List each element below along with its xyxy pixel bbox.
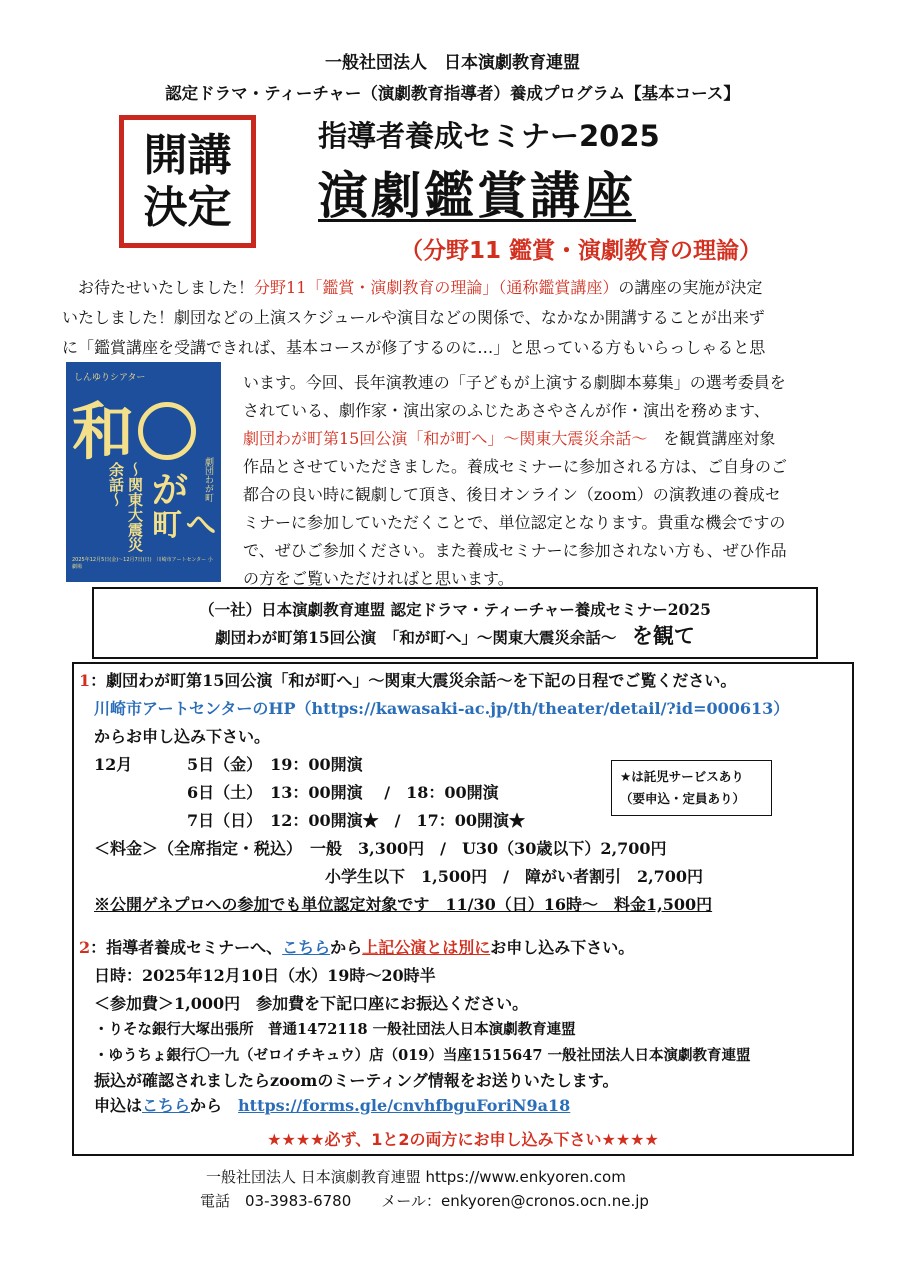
footer-org: 一般社団法人 日本演劇教育連盟 https://www.enkyoren.com	[206, 1168, 626, 1186]
section-2-number: 2	[79, 938, 91, 957]
apply-here-link[interactable]: こちら	[142, 1096, 191, 1115]
intro-line-7: 作品とさせていただきました。養成セミナーに参加される方は、ご自身のご	[243, 457, 788, 476]
intro-line-8: 都合の良い時に観劇して頂き、後日オンライン（zoom）の演教連の養成セ	[243, 485, 781, 504]
intro-line-1	[78, 273, 762, 303]
art-center-link[interactable]	[94, 696, 789, 719]
program-name: 認定ドラマ・ティーチャー（演劇教育指導者）養成プログラム【基本コース】	[165, 84, 740, 103]
month-label: 12月	[94, 755, 133, 774]
separate-note: 上記公演とは別に	[362, 938, 491, 957]
fee-line-1: ＜料金＞（全席指定・税込） 一般 3,300円 / U30（30歳以下）2,700円	[94, 839, 667, 858]
section-2-text: ：指導者養成セミナーへ、	[90, 938, 283, 957]
intro-line-9: ミナーに参加していただくことで、単位認定となります。貴重な機会ですの	[243, 513, 786, 532]
fee-line-2: 小学生以下 1,500円 / 障がい者割引 2,700円	[325, 867, 704, 886]
intro-text: を観賞講座対象	[647, 429, 776, 448]
section-2-text: から	[330, 938, 363, 957]
banner-watch: を観て	[631, 623, 695, 648]
intro-line-10: で、ぜひご参加ください。また養成セミナーに参加されない方も、ぜひ作品	[243, 541, 787, 560]
footer-contact: 電話 03-3983-6780 メール：enkyoren@cronos.ocn.ne.jp	[200, 1192, 649, 1210]
seminar-date: 日時：2025年12月10日（水）19時〜20時半	[94, 966, 436, 985]
poster-brand: しんゆりシアター	[74, 373, 146, 383]
intro-line-4: います。今回、長年演教連の「子どもが上演する劇脚本募集」の選考委員を	[243, 373, 786, 392]
final-notice: ★★★★必ず、1と2の両方にお申し込み下さい★★★★	[267, 1130, 659, 1149]
section-1-text: ：劇団わが町第15回公演「和が町へ」〜関東大震災余話〜を下記の日程でご覧ください。	[90, 671, 737, 690]
section-1-heading	[79, 668, 736, 691]
seminar-apply-link[interactable]: こちら	[282, 938, 331, 957]
childcare-note-2: （要申込・定員あり）	[620, 791, 746, 806]
poster-dates: 2025年12月5日(金)〜12月7日(日) 川崎市アートセンター 小劇場	[72, 557, 213, 570]
childcare-note-1: ★は託児サービスあり	[620, 769, 744, 784]
org-name: 一般社団法人 日本演劇教育連盟	[325, 53, 580, 73]
banner-line-2	[94, 623, 816, 651]
childcare-note	[611, 760, 772, 816]
intro-line-6	[243, 424, 775, 454]
section-2-heading	[79, 935, 634, 958]
field-subtitle: （分野11 鑑賞・演劇教育の理論）	[400, 238, 763, 264]
intro-highlight: 劇団わが町第15回公演「和が町へ」〜関東大震災余話〜	[243, 429, 648, 448]
intro-line-11: の方をご覧いただければと思います。	[243, 569, 514, 588]
poster-company: 劇団わが町	[203, 457, 213, 502]
seminar-banner-box	[92, 587, 818, 659]
stamp-line-1: 開講	[143, 130, 232, 181]
apply-text: からお申し込み下さい。	[94, 727, 271, 746]
seminar-fee: ＜参加費＞1,000円 参加費を下記口座にお振込ください。	[94, 994, 529, 1013]
genepro-note: ※公開ゲネプロへの参加でも単位認定対象です 11/30（日）16時〜 料金1,500円	[94, 895, 713, 914]
confirm-text: 振込が確認されましたらzoomのミーティング情報をお送りいたします。	[94, 1071, 619, 1090]
poster-subtitle: 〜関東大震災余話〜	[107, 462, 144, 552]
intro-text: の講座の実施が決定	[618, 278, 763, 297]
intro-text: お待たせいたしました！	[78, 278, 255, 297]
bank-account-2: ・ゆうちょ銀行〇一九（ゼロイチキュウ）店（019）当座1515647 一般社団法人日本演劇教育連盟	[94, 1047, 751, 1064]
apply-text: から	[190, 1096, 239, 1115]
banner-play: 劇団わが町第15回公演 「和が町へ」〜関東大震災余話〜	[215, 628, 632, 647]
google-form-link[interactable]: https://forms.gle/cnvhfbguForiN9a18	[238, 1096, 571, 1115]
page-title: 演劇鑑賞講座	[318, 167, 636, 225]
seminar-title: 指導者養成セミナー2025	[318, 119, 660, 153]
poster-title-char-1: 和	[72, 395, 135, 468]
intro-line-3: に「鑑賞講座を受講できれば、基本コースが修了するのに…」と思っている方もいらっしゃると思	[62, 338, 766, 357]
stamp-line-2: 決定	[143, 182, 232, 233]
section-1-number: 1	[79, 671, 91, 690]
intro-line-2: いたしました！劇団などの上演スケジュールや演目などの関係で、なかなか開講することが出来ず	[62, 308, 765, 327]
art-center-link-text[interactable]: 川崎市アートセンターのHP（https://kawasaki-ac.jp/th/theater/detail/?id=000613）	[94, 699, 790, 718]
apply-line	[94, 1093, 570, 1116]
date-3: 7日（日） 12：00開演★ / 17：00開演★	[187, 811, 526, 830]
poster-title-char-4: へ	[186, 508, 216, 543]
section-2-text: お申し込み下さい。	[490, 938, 635, 957]
play-poster	[66, 362, 221, 582]
banner-line-1: （一社）日本演劇教育連盟 認定ドラマ・ティーチャー養成セミナー2025	[199, 600, 711, 619]
poster-title-char-3: 町	[152, 508, 182, 543]
intro-line-5: されている、劇作家・演出家のふじたあさやさんが作・演出を務めます、	[243, 401, 770, 420]
date-1: 5日（金） 19：00開演	[187, 755, 363, 774]
poster-title-char-2: が	[152, 470, 189, 511]
opening-decided-stamp	[119, 115, 256, 248]
bank-account-1: ・りそな銀行大塚出張所 普通1472118 一般社団法人日本演劇教育連盟	[94, 1021, 576, 1038]
intro-highlight: 分野11「鑑賞・演劇教育の理論」（通称鑑賞講座）	[254, 278, 619, 297]
apply-text: 申込は	[94, 1096, 143, 1115]
date-2: 6日（土） 13：00開演 / 18：00開演	[187, 783, 499, 802]
poster-circle-graphic	[138, 402, 196, 460]
